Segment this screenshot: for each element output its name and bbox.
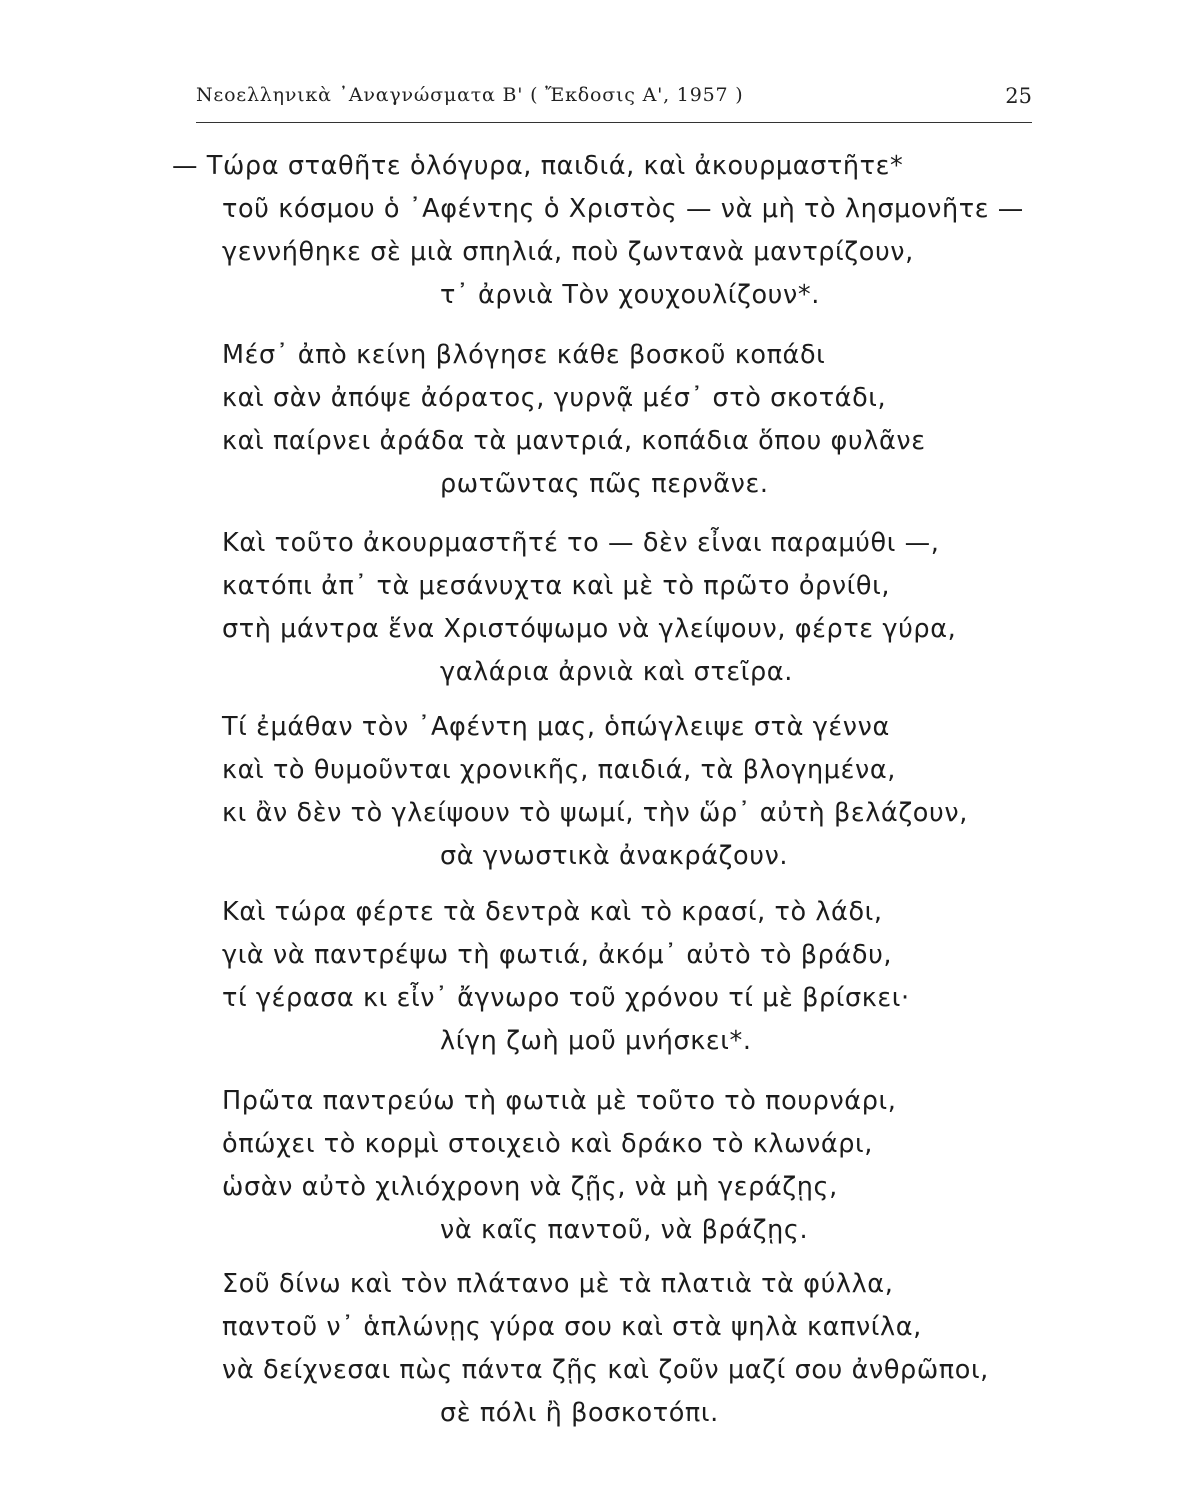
- poem-line: ὡσὰν αὐτὸ χιλιόχρονη νὰ ζῇς, νὰ μὴ γεράζῃς,: [222, 1172, 838, 1202]
- poem-line: γιὰ νὰ παντρέψω τὴ φωτιά, ἀκόμ᾿ αὐτὸ τὸ βράδυ,: [222, 940, 893, 970]
- poem-line: τί γέρασα κι εἶν᾿ ἄγνωρο τοῦ χρόνου τί μὲ βρίσκει·: [222, 983, 910, 1013]
- poem-line: νὰ καῖς παντοῦ, νὰ βράζῃς.: [440, 1215, 809, 1245]
- poem-line: σὰ γνωστικὰ ἀνακράζουν.: [440, 841, 789, 871]
- poem-line: ὁπώχει τὸ κορμὶ στοιχειὸ καὶ δράκο τὸ κλωνάρι,: [222, 1129, 873, 1159]
- poem-line: Μέσ᾿ ἀπὸ κείνη βλόγησε κάθε βοσκοῦ κοπάδι: [222, 340, 826, 370]
- running-title: Νεοελληνικὰ ᾿Αναγνώσματα Β' ( Ἔκδοσις Α', 1957 ): [196, 84, 744, 106]
- poem-line: σὲ πόλι ἢ βοσκοτόπι.: [440, 1398, 719, 1428]
- poem-line: καὶ σὰν ἀπόψε ἀόρατος, γυρνᾷ μέσ᾿ στὸ σκοτάδι,: [222, 383, 887, 413]
- poem-line: λίγη ζωὴ μοῦ μνήσκει*.: [440, 1026, 752, 1056]
- poem-line: καὶ παίρνει ἀράδα τὰ μαντριά, κοπάδια ὅπου φυλᾶνε: [222, 426, 926, 456]
- page-number: 25: [1005, 84, 1032, 108]
- poem-line: τοῦ κόσμου ὁ ᾿Αφέντης ὁ Χριστὸς — νὰ μὴ τὸ λησμονῆτε —: [222, 194, 1024, 224]
- poem-line: νὰ δείχνεσαι πὼς πάντα ζῇς καὶ ζοῦν μαζί σου ἀνθρῶποι,: [222, 1355, 989, 1385]
- poem-line: τ᾿ ἀρνιὰ Τὸν χουχουλίζουν*.: [440, 280, 820, 310]
- poem-line: κι ἂν δὲν τὸ γλείψουν τὸ ψωμί, τὴν ὥρ᾿ αὐτὴ βελάζουν,: [222, 798, 968, 828]
- poem-line: Καὶ τώρα φέρτε τὰ δεντρὰ καὶ τὸ κρασί, τὸ λάδι,: [222, 897, 883, 927]
- poem-line: ρωτῶντας πῶς περνᾶνε.: [440, 469, 769, 499]
- poem-line: Τί ἐμάθαν τὸν ᾿Αφέντη μας, ὁπώγλειψε στὰ γέννα: [222, 712, 890, 742]
- poem-line: καὶ τὸ θυμοῦνται χρονικῆς, παιδιά, τὰ βλογημένα,: [222, 755, 896, 785]
- poem-line: Καὶ τοῦτο ἀκουρμαστῆτέ το — δὲν εἶναι παραμύθι —,: [222, 528, 940, 558]
- poem-line: γεννήθηκε σὲ μιὰ σπηλιά, ποὺ ζωντανὰ μαντρίζουν,: [222, 237, 914, 267]
- poem-line: — Τώρα σταθῆτε ὁλόγυρα, παιδιά, καὶ ἀκουρμαστῆτε*: [172, 151, 904, 181]
- poem-line: παντοῦ ν᾿ ἁπλώνῃς γύρα σου καὶ στὰ ψηλὰ καπνίλα,: [222, 1312, 922, 1342]
- poem-line: στὴ μάντρα ἕνα Χριστόψωμο νὰ γλείψουν, φέρτε γύρα,: [222, 614, 957, 644]
- poem-line: κατόπι ἀπ᾿ τὰ μεσάνυχτα καὶ μὲ τὸ πρῶτο ὀρνίθι,: [222, 571, 891, 601]
- poem-line: Πρῶτα παντρεύω τὴ φωτιὰ μὲ τοῦτο τὸ πουρνάρι,: [222, 1086, 897, 1116]
- poem-line: γαλάρια ἀρνιὰ καὶ στεῖρα.: [440, 657, 793, 687]
- poem-line: Σοῦ δίνω καὶ τὸν πλάτανο μὲ τὰ πλατιὰ τὰ φύλλα,: [222, 1269, 894, 1299]
